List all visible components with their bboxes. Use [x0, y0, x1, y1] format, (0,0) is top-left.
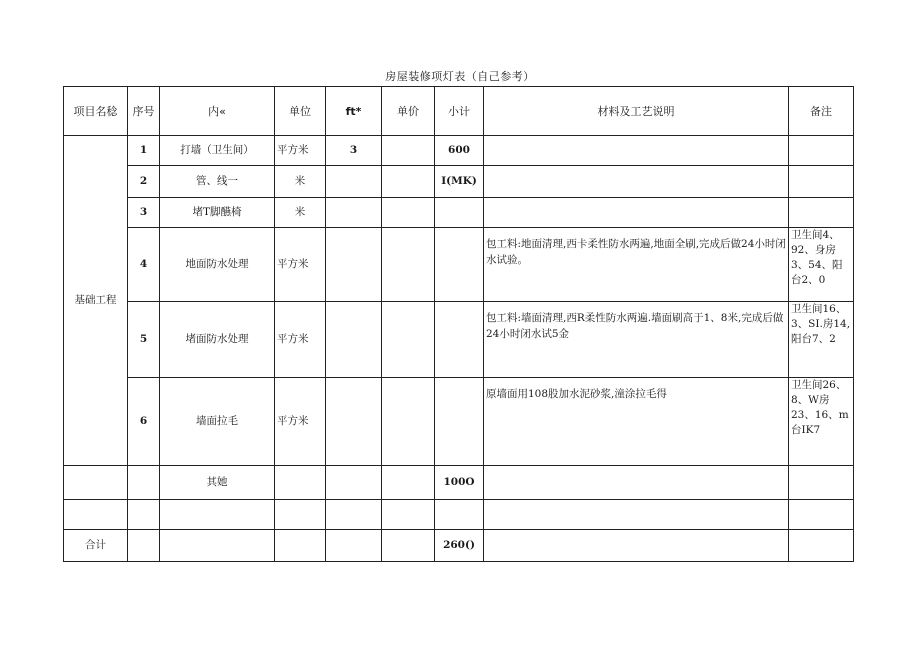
cell-empty [160, 500, 275, 530]
header-no: 序号 [128, 87, 160, 136]
cell-unit: 平方米 [275, 378, 326, 466]
cell-desc [484, 166, 789, 198]
cell-price [382, 378, 435, 466]
header-content: 内« [160, 87, 275, 136]
note-text: 卫生间16、3、SI.房14,阳台7、2 [791, 303, 851, 345]
cell-price [382, 166, 435, 198]
cell-desc [484, 198, 789, 228]
header-description: 材料及工艺说明 [484, 87, 789, 136]
cell-item: 打墙（卫生间） [160, 136, 275, 166]
cell-subtotal: 600 [435, 136, 484, 166]
cell-item: 堵T脚醼椅 [160, 198, 275, 228]
cell-no: 5 [128, 302, 160, 378]
cell-unit: 米 [275, 166, 326, 198]
note-text: 卫生间26、8、W房23、16、m台IK7 [791, 379, 849, 436]
total-row [64, 530, 854, 562]
table-row [64, 228, 854, 302]
cell-empty [326, 500, 382, 530]
cell-empty [326, 530, 382, 562]
cell-note [789, 166, 854, 198]
cell-empty [789, 500, 854, 530]
cell-unit: 平方米 [275, 302, 326, 378]
desc-text: 原墙面用108股加水泥砂浆,潼涂拉毛得 [486, 388, 667, 400]
cell-note [789, 378, 854, 466]
cell-empty [160, 530, 275, 562]
cell-qty [326, 378, 382, 466]
cell-no: 1 [128, 136, 160, 166]
cell-note [789, 198, 854, 228]
desc-text: 包工料:墙面清理,西R柔性防水两遍.墙面刷高于1、8米,完成后做24小时闭水试5金 [486, 312, 784, 340]
cell-no: 6 [128, 378, 160, 466]
cell-desc [484, 378, 789, 466]
cell-subtotal [435, 198, 484, 228]
cell-unit: 米 [275, 198, 326, 228]
cell-subtotal [435, 228, 484, 302]
other-row [64, 466, 854, 500]
cell-empty [275, 530, 326, 562]
cell-empty [275, 466, 326, 500]
cell-empty [382, 530, 435, 562]
cell-unit: 平方米 [275, 136, 326, 166]
note-text: 卫生间4、92、身房3、54、阳台2、0 [791, 229, 843, 286]
cell-subtotal: I(MK) [435, 166, 484, 198]
document-title: 房屋装修项灯表（自己参考） [385, 70, 535, 83]
total-subtotal: 260() [435, 530, 484, 562]
table-row [64, 136, 854, 166]
cell-empty [484, 530, 789, 562]
header-qty: ft* [326, 87, 382, 136]
cell-empty [64, 500, 128, 530]
cell-empty [128, 530, 160, 562]
header-note: 备注 [789, 87, 854, 136]
cell-item: 地面防水处理 [160, 228, 275, 302]
cell-qty: 3 [326, 136, 382, 166]
cell-empty [484, 466, 789, 500]
cell-desc [484, 302, 789, 378]
cell-no: 2 [128, 166, 160, 198]
cell-unit: 平方米 [275, 228, 326, 302]
group-label: 基础工程 [64, 136, 128, 466]
desc-text: 包工料:地面清理,西卡柔性防水两遍,地面全刷,完成后做24小时闭水试验。 [486, 238, 786, 266]
cell-empty [435, 500, 484, 530]
table-row [64, 198, 854, 228]
cell-desc [484, 228, 789, 302]
cell-price [382, 198, 435, 228]
cell-empty [64, 466, 128, 500]
header-unit: 单位 [275, 87, 326, 136]
cell-price [382, 136, 435, 166]
total-label: 合计 [64, 530, 128, 562]
cell-note [789, 228, 854, 302]
cell-price [382, 228, 435, 302]
cell-item: 墙面拉毛 [160, 378, 275, 466]
cell-empty [326, 466, 382, 500]
cell-subtotal [435, 378, 484, 466]
cell-item: 管、线一 [160, 166, 275, 198]
renovation-table [63, 86, 854, 562]
blank-row [64, 500, 854, 530]
cell-desc [484, 136, 789, 166]
cell-price [382, 302, 435, 378]
cell-empty [789, 530, 854, 562]
cell-qty [326, 166, 382, 198]
cell-empty [275, 500, 326, 530]
cell-no: 3 [128, 198, 160, 228]
cell-empty [128, 466, 160, 500]
cell-empty [128, 500, 160, 530]
cell-qty [326, 228, 382, 302]
cell-empty [789, 466, 854, 500]
cell-note [789, 136, 854, 166]
cell-empty [382, 466, 435, 500]
cell-qty [326, 198, 382, 228]
table-row [64, 378, 854, 466]
header-project: 项目名稔 [64, 87, 128, 136]
cell-subtotal: 100O [435, 466, 484, 500]
cell-empty [484, 500, 789, 530]
cell-empty [382, 500, 435, 530]
header-subtotal: 小计 [435, 87, 484, 136]
cell-item: 其她 [160, 466, 275, 500]
cell-note [789, 302, 854, 378]
cell-item: 堵面防水处理 [160, 302, 275, 378]
header-row [64, 87, 854, 136]
header-price: 单价 [382, 87, 435, 136]
cell-qty [326, 302, 382, 378]
table-row [64, 166, 854, 198]
cell-subtotal [435, 302, 484, 378]
table-row [64, 302, 854, 378]
cell-no: 4 [128, 228, 160, 302]
